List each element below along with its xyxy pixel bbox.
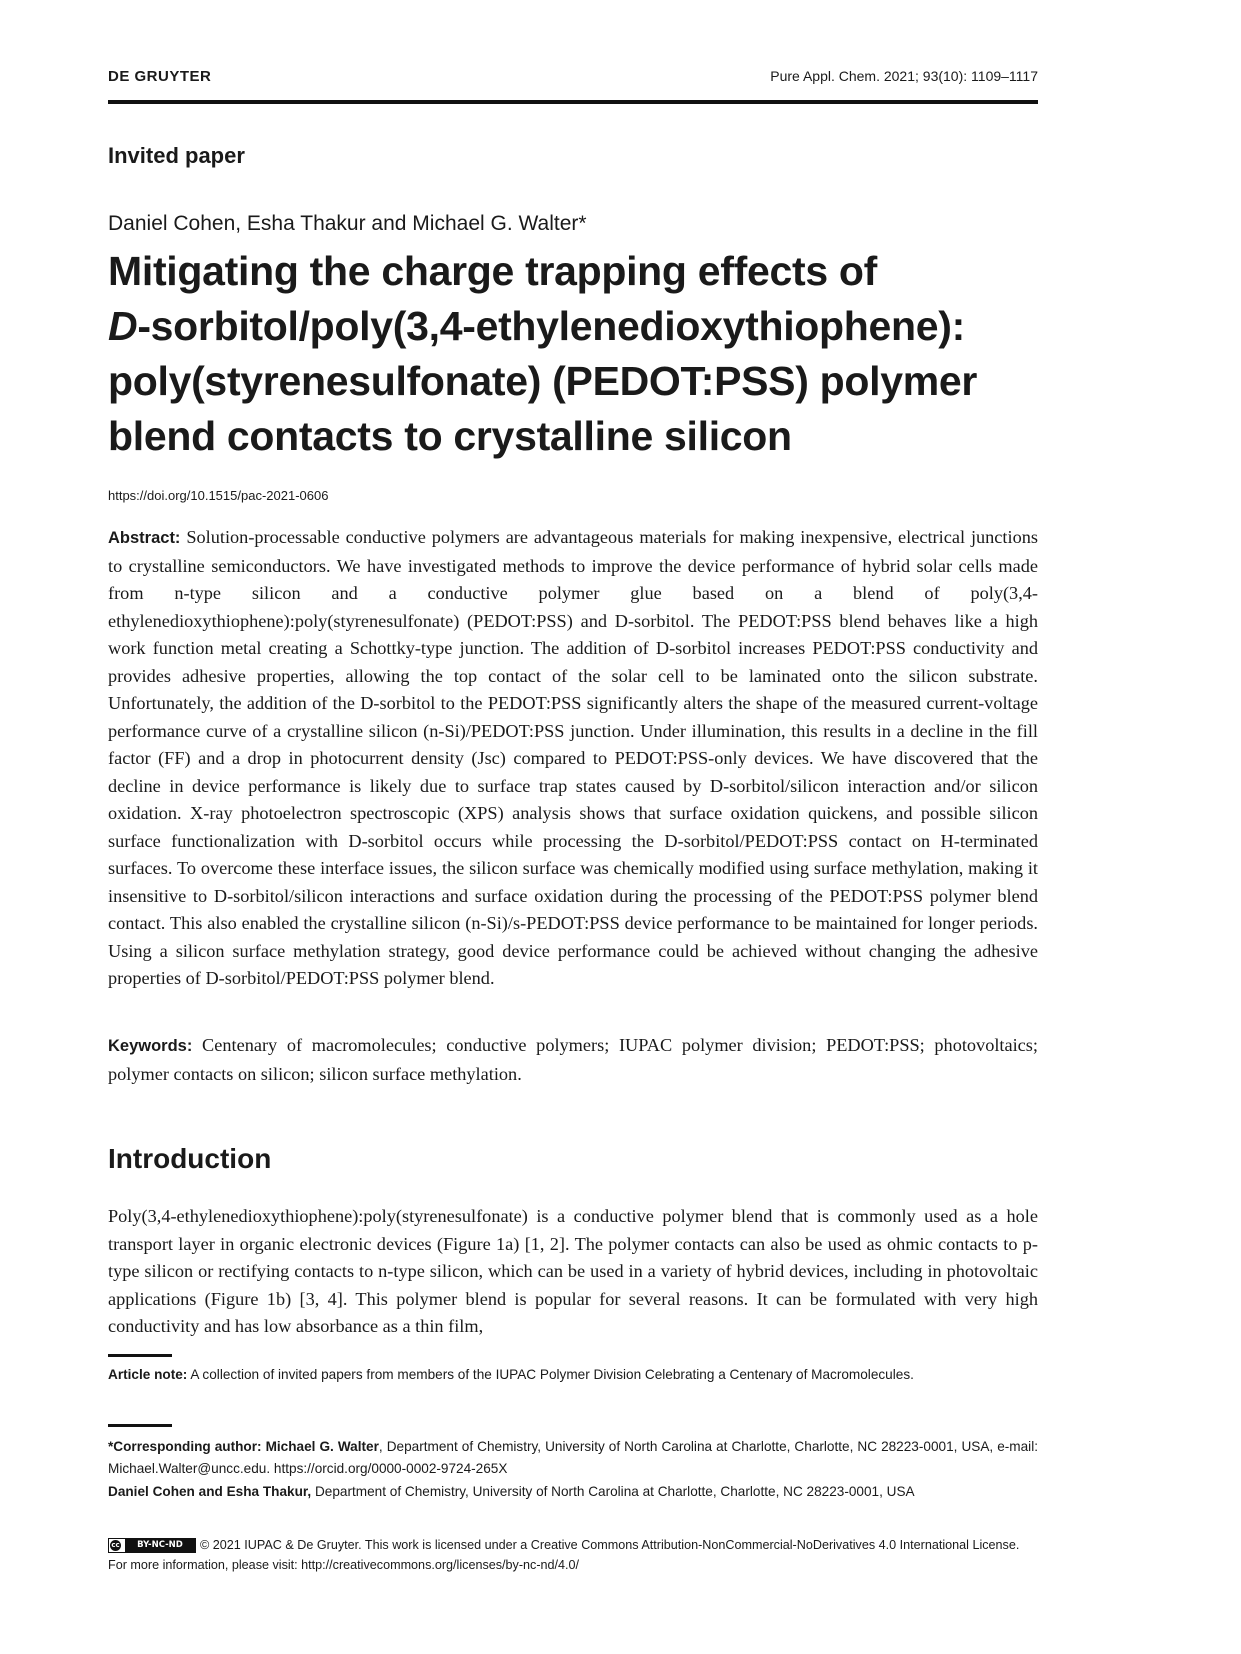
license-note <box>108 1535 1038 1575</box>
title-line-4: blend contacts to crystalline silicon <box>108 413 792 459</box>
article-note-label: Article note: <box>108 1367 188 1382</box>
corresponding-author-label: *Corresponding author: Michael G. Walter <box>108 1439 379 1454</box>
cc-license-badge-icon[interactable] <box>108 1538 196 1553</box>
doi-link[interactable]: https://doi.org/10.1515/pac-2021-0606 <box>108 488 329 503</box>
corresponding-author-note <box>108 1436 1038 1480</box>
title-line-2: -sorbitol/poly(3,4-ethylenedioxythiophene): <box>137 303 965 349</box>
license-text: © 2021 IUPAC & De Gruyter. This work is licensed under a Creative Commons Attribution-NonCommercial-NoDerivatives 4.0 International License. For more information, please visit: http://creativecommons.org/licenses/by-nc-nd/4.0/ <box>108 1538 1020 1572</box>
introduction-text: Poly(3,4-ethylenedioxythiophene):poly(styrenesulfonate) is a conductive polymer blend that is commonly used as a hole transport layer in organic electronic devices (Figure 1a) [1, 2]. The polymer contacts can also be used as ohmic contacts to p-type silicon or rectifying contacts to n-type silicon, which can be used in a variety of hybrid devices, including in photovoltaic applications (Figure 1b) [3, 4]. This polymer blend is popular for several reasons. It can be formulated with very high conductivity and has low absorbance as a thin film, <box>108 1206 1038 1336</box>
paper-title <box>108 244 1048 464</box>
cc-logo-icon: cc <box>111 1541 120 1550</box>
coauthors-text: Department of Chemistry, University of North Carolina at Charlotte, Charlotte, NC 28223-0001, USA <box>311 1484 915 1499</box>
keywords <box>108 1032 1038 1088</box>
article-type: Invited paper <box>108 143 245 168</box>
article-note-text: A collection of invited papers from members of the IUPAC Polymer Division Celebrating a Centenary of Macromolecules. <box>190 1367 914 1382</box>
publisher-name: DE GRUYTER <box>108 68 212 85</box>
corresponding-author-text: , Department of Chemistry, University of North Carolina at Charlotte, Charlotte, NC 28223-0001, USA, e-mail: Michael.Walter@uncc.edu. https://orcid.org/0000-0002-9724-265X <box>108 1439 1038 1476</box>
author-list: Daniel Cohen, Esha Thakur and Michael G. Walter* <box>108 212 587 235</box>
keywords-text: Centenary of macromolecules; conductive polymers; IUPAC polymer division; PEDOT:PSS; photovoltaics; polymer contacts on silicon; silicon surface methylation. <box>108 1035 1038 1084</box>
cc-badge-text: BY-NC-ND <box>125 1539 195 1552</box>
footnote-rule-1 <box>108 1354 172 1357</box>
coauthors-label: Daniel Cohen and Esha Thakur, <box>108 1484 312 1499</box>
title-italic-d: D <box>108 303 138 349</box>
coauthors-note <box>108 1481 1038 1503</box>
footnote-rule-2 <box>108 1424 172 1427</box>
header-rule <box>108 100 1038 104</box>
keywords-label: Keywords: <box>108 1037 193 1055</box>
title-line-3: poly(styrenesulfonate) (PEDOT:PSS) polymer <box>108 358 978 404</box>
section-heading-introduction: Introduction <box>108 1143 272 1174</box>
abstract-label: Abstract: <box>108 529 181 547</box>
title-line-1: Mitigating the charge trapping effects of <box>108 248 878 294</box>
abstract <box>108 524 1038 993</box>
article-note <box>108 1364 1038 1386</box>
journal-citation: Pure Appl. Chem. 2021; 93(10): 1109–1117 <box>770 68 1038 84</box>
abstract-text: Solution-processable conductive polymers are advantageous materials for making inexpensive, electrical junctions to crystalline semiconductors. We have investigated methods to improve the device performance of hybrid solar cells made from n-type silicon and a conductive polymer glue based on a blend of poly(3,4-ethylenedioxythiophene):poly(styrenesulfonate) (PEDOT:PSS) and D-sorbitol. The PEDOT:PSS blend behaves like a high work function metal creating a Schottky-type junction. The addition of D-sorbitol increases PEDOT:PSS conductivity and provides adhesive properties, allowing the top contact of the solar cell to be laminated onto the silicon substrate. Unfortunately, the addition of the D-sorbitol to the PEDOT:PSS significantly alters the shape of the measured current-voltage performance curve of a crystalline silicon (n-Si)/PEDOT:PSS junction. Under illumination, this results in a decline in the fill factor (FF) and a drop in photocurrent density (Jsc) compared to PEDOT:PSS-only devices. We have discovered that the decline in device performance is likely due to surface trap states caused by D-sorbitol/silicon interaction and/or silicon oxidation. X-ray photoelectron spectroscopic (XPS) analysis shows that surface oxidation quickens, and possible silicon surface functionalization with D-sorbitol occurs while processing the D-sorbitol/PEDOT:PSS contact on H-terminated surfaces. To overcome these interface issues, the silicon surface was chemically modified using surface methylation, making it insensitive to D-sorbitol/silicon interactions and surface oxidation during the processing of the PEDOT:PSS polymer blend contact. This also enabled the crystalline silicon (n-Si)/s-PEDOT:PSS device performance to be maintained for longer periods. Using a silicon surface methylation strategy, good device performance could be achieved without changing the adhesive properties of D-sorbitol/PEDOT:PSS polymer blend. <box>108 527 1038 988</box>
running-header <box>108 68 1038 88</box>
